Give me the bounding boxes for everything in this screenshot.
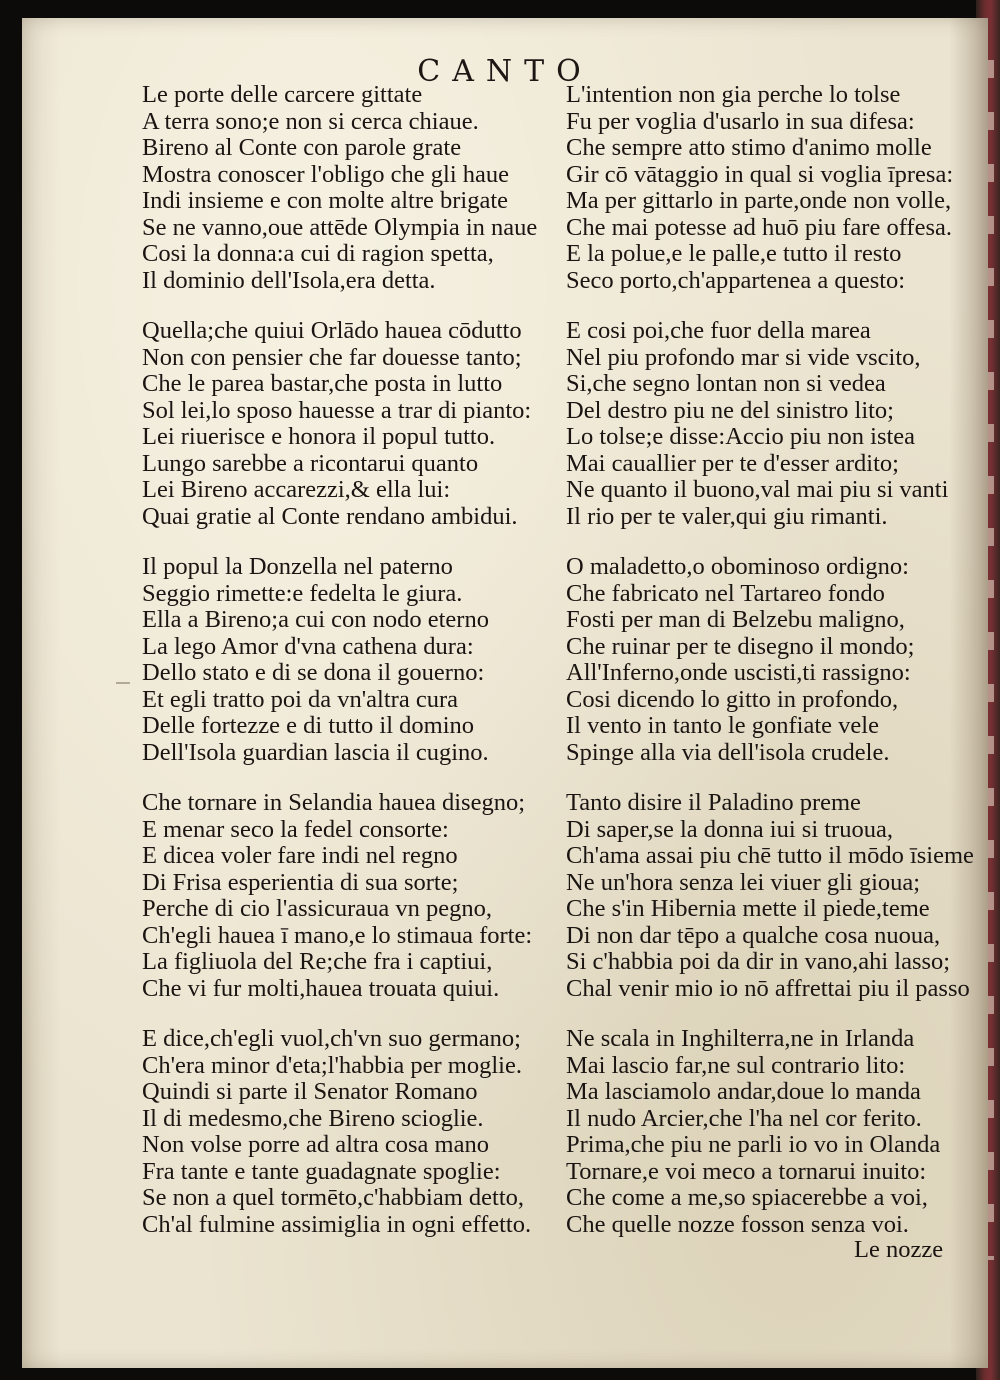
stanza (566, 82, 986, 318)
verse-line: L'intention non gia perche lo tolse (566, 81, 901, 108)
verse-line: Dello stato e di se dona il gouerno: (142, 659, 485, 686)
verse-line: Di saper,se la donna iui si truoua, (566, 815, 893, 843)
stanza (566, 318, 986, 554)
verse-line: Di Frisa esperientia di sua sorte; (142, 868, 459, 896)
verse-line: Ma per gittarlo in parte,onde non volle, (566, 187, 952, 214)
verse-line: A terra sono;e non si cerca chiaue. (142, 107, 479, 135)
verse-line: Non volse porre ad altra cosa mano (142, 1131, 489, 1158)
verse-line: Si,che segno lontan non si vedea (566, 370, 886, 397)
verse-line: Di non dar tēpo a qualche cosa nuoua, (566, 921, 941, 949)
running-header: CANTO (417, 54, 593, 89)
verse-line: Chal venir mio io nō affrettai piu il passo (566, 974, 970, 1002)
verse-line: Ne quanto il buono,val mai piu si vanti (566, 476, 949, 503)
verse-line: La lego Amor d'vna cathena dura: (142, 632, 474, 660)
verse-line: E dice,ch'egli vuol,ch'vn suo germano; (142, 1025, 521, 1052)
verse-line: Il vento in tanto le gonfiate vele (566, 712, 879, 739)
verse-line: Tornare,e voi meco a tornarui inuito: (566, 1157, 927, 1185)
verse-line: Quella;che quiui Orlādo hauea cōdutto (142, 317, 522, 344)
verse-line: Ch'era minor d'eta;l'habbia per moglie. (142, 1051, 522, 1079)
verse-line: Il nudo Arcier,che l'ha nel cor ferito. (566, 1104, 922, 1132)
verse-line: Fu per voglia d'usarlo in sua difesa: (566, 107, 915, 135)
verse-line: Che mai potesse ad huō piu fare offesa. (566, 213, 952, 241)
verse-line: Indi insieme e con molte altre brigate (142, 187, 509, 214)
verse-line: Che tornare in Selandia hauea disegno; (142, 789, 526, 816)
verse-line: Le porte delle carcere gittate (142, 81, 423, 108)
stanza (142, 318, 562, 554)
stanza (566, 554, 986, 790)
verse-line: Quindi si parte il Senator Romano (142, 1078, 478, 1105)
verse-line: Il rio per te valer,qui giu rimanti. (566, 502, 888, 530)
verse-line: Seco porto,ch'appartenea a questo: (566, 266, 906, 294)
verse-line: Mostra conoscer l'obligo che gli haue (142, 160, 510, 188)
verse-line: Che le parea bastar,che posta in lutto (142, 370, 503, 397)
verse-line: Delle fortezze e di tutto il domino (142, 712, 475, 739)
verse-line: Gir cō vātaggio in qual si voglia īpresa: (566, 160, 954, 188)
verse-line: Lei Bireno accarezzi,& ella lui: (142, 476, 451, 503)
verse-line: Tanto disire il Paladino preme (566, 789, 861, 816)
verse-line: Lei riuerisce e honora il popul tutto. (142, 423, 496, 450)
verse-line: Se non a quel tormēto,c'habbiam detto, (142, 1184, 525, 1211)
verse-line: Si c'habbia poi da dir in vano,ahi lasso; (566, 948, 951, 975)
verse-line: Ma lasciamolo andar,doue lo manda (566, 1078, 921, 1105)
left-column (142, 82, 562, 1262)
verse-line: Ch'egli hauea ī mano,e lo stimaua forte: (142, 921, 533, 949)
stanza (566, 1026, 986, 1262)
verse-line: Bireno al Conte con parole grate (142, 134, 462, 161)
verse-line: Che come a me,so spiacerebbe a voi, (566, 1184, 928, 1211)
verse-line: Cosi dicendo lo gitto in profondo, (566, 685, 899, 713)
verse-line: Spinge alla via dell'isola crudele. (566, 738, 890, 766)
catchword: Le nozze (854, 1236, 944, 1263)
stanza (566, 790, 986, 1026)
verse-line: Che fabricato nel Tartareo fondo (566, 579, 885, 607)
verse-line: Nel piu profondo mar si vide vscito, (566, 343, 921, 371)
verse-line: Dell'Isola guardian lascia il cugino. (142, 738, 489, 766)
verse-line: Ch'ama assai piu chē tutto il mōdo īsieme (566, 842, 974, 869)
stanza (142, 1026, 562, 1262)
verse-line: E la polue,e le palle,e tutto il resto (566, 240, 902, 267)
verse-line: Il dominio dell'Isola,era detta. (142, 266, 436, 294)
verse-line: Il di medesmo,che Bireno scioglie. (142, 1104, 484, 1132)
verse-line: Che s'in Hibernia mette il piede,teme (566, 895, 930, 922)
stanza (142, 790, 562, 1026)
book-page (22, 18, 988, 1368)
verse-line: Ne scala in Inghilterra,ne in Irlanda (566, 1025, 915, 1052)
verse-line: Del destro piu ne del sinistro lito; (566, 396, 894, 424)
verse-line: Ch'al fulmine assimiglia in ogni effetto. (142, 1210, 532, 1238)
verse-line: Et egli tratto poi da vn'altra cura (142, 685, 458, 713)
verse-line: Che quelle nozze fosson senza voi. (566, 1210, 909, 1238)
margin-mark (116, 682, 130, 684)
verse-line: E cosi poi,che fuor della marea (566, 317, 871, 344)
verse-line: Mai lascio far,ne sul contrario lito: (566, 1051, 906, 1079)
verse-line: Mai cauallier per te d'esser ardito; (566, 449, 899, 477)
verse-line: Lo tolse;e disse:Accio piu non istea (566, 423, 916, 450)
verse-line: Cosi la donna:a cui di ragion spetta, (142, 240, 494, 267)
verse-line: Ella a Bireno;a cui con nodo eterno (142, 606, 489, 633)
verse-line: Lungo sarebbe a ricontarui quanto (142, 449, 479, 477)
verse-line: Fra tante e tante guadagnate spoglie: (142, 1157, 501, 1185)
verse-line: Seggio rimette:e fedelta le giura. (142, 579, 463, 607)
stanza (142, 554, 562, 790)
verse-line: Sol lei,lo sposo hauesse a trar di pianto: (142, 396, 532, 424)
verse-line: La figliuola del Re;che fra i captiui, (142, 948, 493, 975)
verse-line: Non con pensier che far douesse tanto; (142, 343, 522, 371)
verse-line: Ne un'hora senza lei viuer gli gioua; (566, 868, 921, 896)
verse-line: E menar seco la fedel consorte: (142, 815, 449, 843)
verse-line: Che sempre atto stimo d'animo molle (566, 134, 932, 161)
verse-line: E dicea voler fare indi nel regno (142, 842, 458, 869)
verse-line: All'Inferno,onde uscisti,ti rassigno: (566, 659, 911, 686)
right-column (566, 82, 986, 1262)
verse-line: Che vi fur molti,hauea trouata quiui. (142, 974, 500, 1002)
verse-line: Prima,che piu ne parli io vo in Olanda (566, 1131, 941, 1158)
stanza (142, 82, 562, 318)
verse-line: Perche di cio l'assicuraua vn pegno, (142, 895, 493, 922)
verse-line: Fosti per man di Belzebu maligno, (566, 606, 905, 633)
verse-line: Il popul la Donzella nel paterno (142, 553, 453, 580)
verse-line: Se ne vanno,oue attēde Olympia in naue (142, 213, 538, 241)
verse-line: O maladetto,o obominoso ordigno: (566, 553, 909, 580)
verse-line: Quai gratie al Conte rendano ambidui. (142, 502, 518, 530)
verse-line: Che ruinar per te disegno il mondo; (566, 632, 915, 660)
